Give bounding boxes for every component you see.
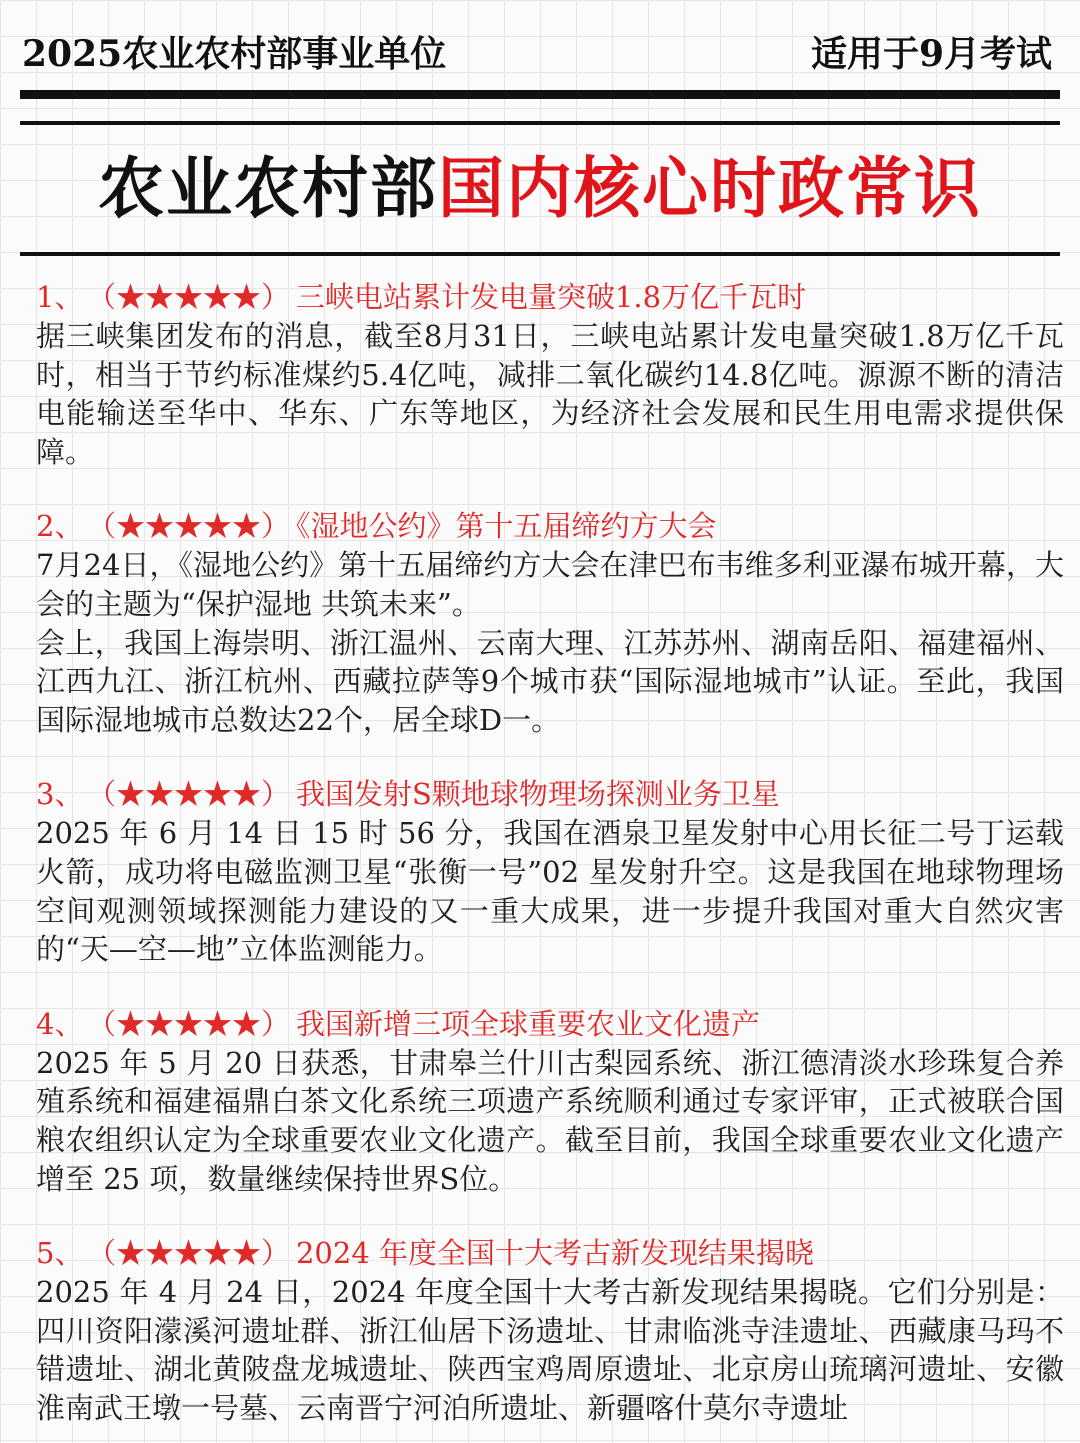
item-heading-text: 我国发射S颗地球物理场探测业务卫星	[295, 777, 780, 812]
star-rating: （★★★★★）	[101, 777, 290, 812]
header-bar	[22, 26, 1052, 76]
item-paragraph: 2025 年 4 月 24 日，2024 年度全国十大考古新发现结果揭晓。它们分别是：四川资阳濛溪河遗址群、浙江仙居下汤遗址、甘肃临洮寺洼遗址、西藏康马玛不错遗址、湖北黄陂盘龙城遗址、陕西宝鸡周原遗址、北京房山琉璃河遗址、安徽淮南武王墩一号墓、云南晋宁河泊所遗址、新疆喀什莫尔寺遗址	[36, 1275, 1064, 1425]
item-heading	[36, 1234, 1064, 1273]
item-number: 4、	[36, 1006, 84, 1041]
item-paragraph: 会上，我国上海崇明、浙江温州、云南大理、江苏苏州、湖南岳阳、福建福州、江西九江、浙江杭州、西藏拉萨等9个城市获“国际湿地城市”认证。至此，我国国际湿地城市总数达22个，居全球D一。	[36, 625, 1064, 737]
item-number: 1、	[36, 280, 84, 314]
item-number: 3、	[36, 777, 84, 812]
item-paragraph: 据三峡集团发布的消息，截至8月31日，三峡电站累计发电量突破1.8万亿千瓦时，相当于节约标准煤约5.4亿吨，减排二氧化碳约14.8亿吨。源源不断的清洁电能输送至华中、华东、广东等地区，为经济社会发展和民生用电需求提供保障。	[36, 319, 1064, 469]
item-body	[36, 317, 1064, 471]
item-body	[36, 546, 1064, 739]
list-item	[36, 1234, 1064, 1427]
item-paragraph: 2025 年 6 月 14 日 15 时 56 分，我国在酒泉卫星发射中心用长征二号丁运载火箭，成功将电磁监测卫星“张衡一号”02 星发射升空。这是我国在地球物理场空间观测领域探测能力建设的又一重大成果，进一步提升我国对重大自然灾害的“天—空—地”立体监测能力。	[36, 816, 1064, 967]
item-heading-text: 《湿地公约》第十五届缔约方大会	[295, 509, 717, 544]
item-heading	[36, 507, 1064, 546]
item-heading	[36, 775, 1064, 814]
header-thick-rule	[20, 90, 1060, 99]
star-rating: （★★★★★）	[101, 280, 290, 314]
list-item	[36, 278, 1064, 471]
item-heading-text: 2024 年度全国十大考古新发现结果揭晓	[295, 1236, 814, 1271]
item-heading	[36, 278, 1064, 317]
item-body	[36, 1044, 1064, 1198]
page-title-red: 国内核心时政常识	[438, 149, 982, 227]
star-rating: （★★★★★）	[101, 509, 290, 544]
list-item	[36, 1005, 1064, 1198]
item-number: 5、	[36, 1236, 84, 1271]
item-heading-text: 我国新增三项全球重要农业文化遗产	[295, 1006, 760, 1041]
star-rating: （★★★★★）	[101, 1236, 290, 1271]
list-item	[36, 507, 1064, 739]
header-thin-rule	[20, 121, 1060, 125]
item-heading-text: 三峡电站累计发电量突破1.8万亿千瓦时	[295, 280, 807, 314]
page-title	[0, 142, 1080, 234]
item-body	[36, 1273, 1064, 1427]
item-number: 2、	[36, 509, 84, 544]
list-item	[36, 775, 1064, 968]
header-right-label: 适用于9月考试	[810, 32, 1052, 75]
header-left-label: 2025农业农村部事业单位	[22, 32, 447, 75]
page-title-black: 农业农村部	[98, 149, 438, 227]
item-paragraph: 7月24日，《湿地公约》第十五届缔约方大会在津巴布韦维多利亚瀑布城开幕，大会的主题为“保护湿地 共筑未来”。	[36, 548, 1064, 621]
item-body	[36, 814, 1064, 968]
content-list	[36, 278, 1064, 1443]
title-rule	[20, 252, 1060, 256]
item-heading	[36, 1005, 1064, 1044]
star-rating: （★★★★★）	[101, 1006, 290, 1041]
item-paragraph: 2025 年 5 月 20 日获悉，甘肃皋兰什川古梨园系统、浙江德清淡水珍珠复合养殖系统和福建福鼎白茶文化系统三项遗产系统顺利通过专家评审，正式被联合国粮农组织认定为全球重要农业文化遗产。截至目前，我国全球重要农业文化遗产增至 25 项，数量继续保持世界S位。	[36, 1045, 1064, 1196]
